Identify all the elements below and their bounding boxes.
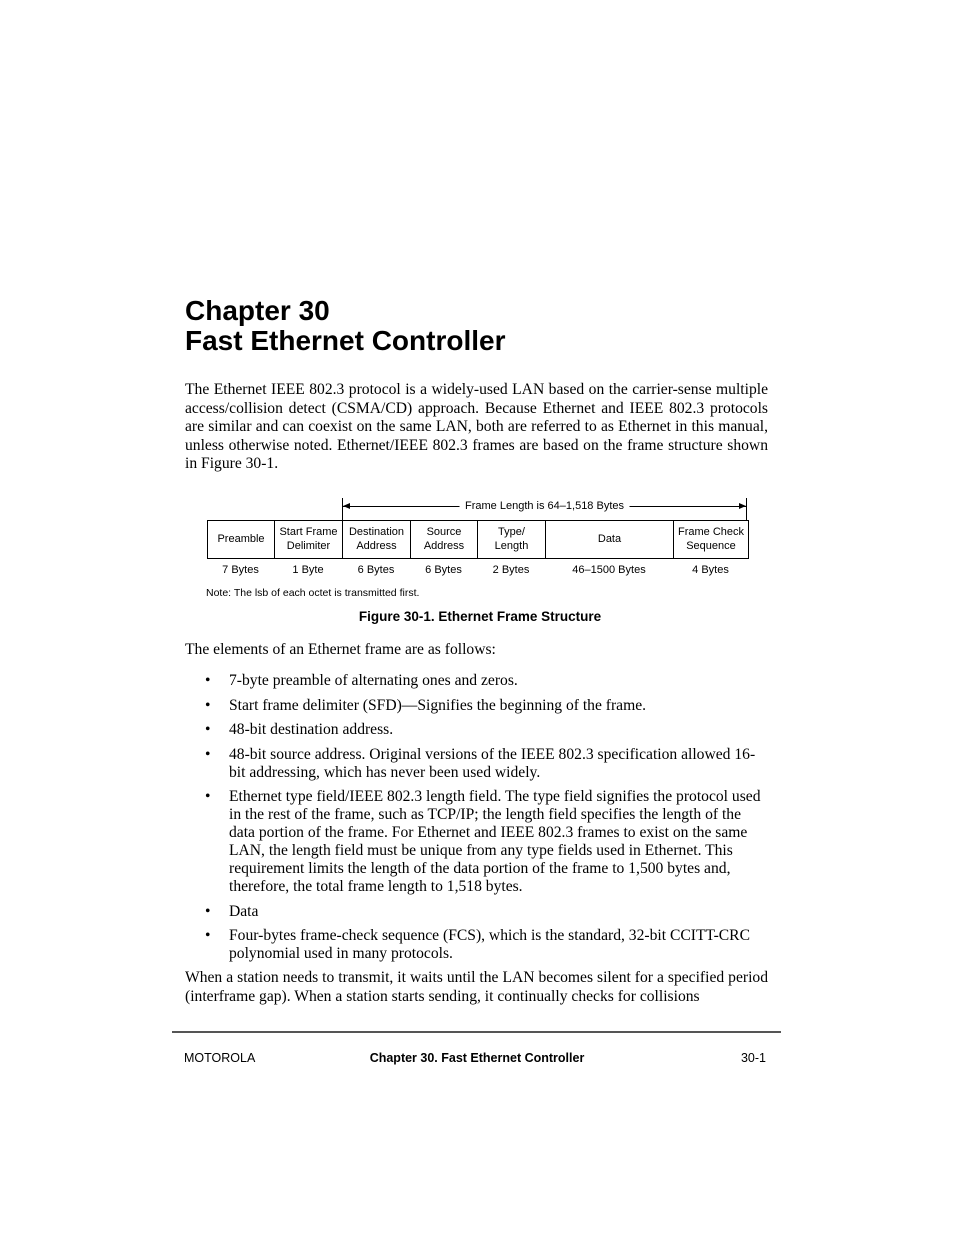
elements-intro: The elements of an Ethernet frame are as follows: [185,641,496,658]
bullet-icon: • [205,745,211,763]
size-label: 46–1500 Bytes [572,564,646,576]
bullet-icon: • [205,902,211,920]
field-type-length: Type/ Length [478,521,546,558]
list-item: • 7-byte preamble of alternating ones and zeros. [205,672,518,689]
bullet-icon: • [205,696,211,714]
footer-publisher: MOTOROLA [184,1051,256,1065]
size-label: 7 Bytes [222,564,259,576]
field-destination-address: Destination Address [343,521,411,558]
size-label: 6 Bytes [357,564,395,576]
frame-length-arrow [342,498,747,514]
list-item: • 48-bit source address. Original versions of the IEEE 802.3 specification allowed 16-bit addressing, which has never been used widely. [205,745,756,781]
size-label: 6 Bytes [425,564,462,576]
arrow-right-icon [739,503,746,509]
figure-caption: Figure 30-1. Ethernet Frame Structure [358,609,602,624]
intro-paragraph: The Ethernet IEEE 802.3 protocol is a widely-used LAN based on the carrier-sense multiple access/collision detect (CSMA/CD) approach. Because Ethernet and IEEE 802.3 protocols are similar and can coexist on the same LAN, both are referred to as Ethernet in this manual, unless otherwise noted. Ethernet/IEEE 802.3 frames are based on the frame structure shown in Figure 30-1. [185,381,768,472]
chapter-number: Chapter 30 [185,295,330,326]
chapter-title [185,296,505,356]
field-preamble: Preamble [208,521,275,558]
list-item: • Start frame delimiter (SFD)—Signifies the beginning of the frame. [205,696,647,714]
list-item: • Four-bytes frame-check sequence (FCS), which is the standard, 32-bit CCITT-CRC polynomial used in many protocols. [205,927,750,962]
closing-paragraph: When a station needs to transmit, it waits until the LAN becomes silent for a specified period (interframe gap). When a station starts sending, it continually checks for collisions [185,969,768,1005]
size-label: 4 Bytes [692,564,729,576]
size-label: 2 Bytes [492,564,530,576]
size-label: 1 Byte [292,564,324,576]
frame-length-label: Frame Length is 64–1,518 Bytes [459,498,630,514]
ethernet-frame-figure [200,492,760,632]
figure-note: Note: The lsb of each octet is transmitted first. [206,587,420,599]
field-data: Data [546,521,674,558]
bullet-icon: • [205,927,211,944]
bullet-icon: • [205,721,211,738]
field-start-frame-delimiter: Start Frame Delimiter [275,521,343,558]
frame-elements-list [185,672,768,970]
list-item: • 48-bit destination address. [205,721,394,738]
field-frame-check-sequence: Frame Check Sequence [677,526,745,552]
chapter-name: Fast Ethernet Controller [185,325,506,356]
bullet-icon: • [205,788,211,805]
arrow-left-icon [343,503,350,509]
list-item: • Ethernet type field/IEEE 802.3 length field. The type field signifies the protocol used in the rest of the frame, such as TCP/IP; the length field specifies the length of the data portion of the frame. For Ethernet and IEEE 802.3 frames to exist on the same LAN, the length field must be unique from any type fields used in Ethernet. This requirement limits the length of the data portion of the frame to 1,500 bytes and, therefore, the total frame length to 1,518 bytes. [205,788,761,895]
field-source-address: Source Address [411,521,478,558]
footer-divider [172,1031,781,1033]
footer-page-number: 30-1 [740,1051,766,1065]
bullet-icon: • [205,672,211,689]
list-item: • Data [205,902,259,920]
field-sizes [207,563,748,577]
frame-fields-table [207,520,749,559]
footer-chapter: Chapter 30. Fast Ethernet Controller [369,1051,585,1065]
